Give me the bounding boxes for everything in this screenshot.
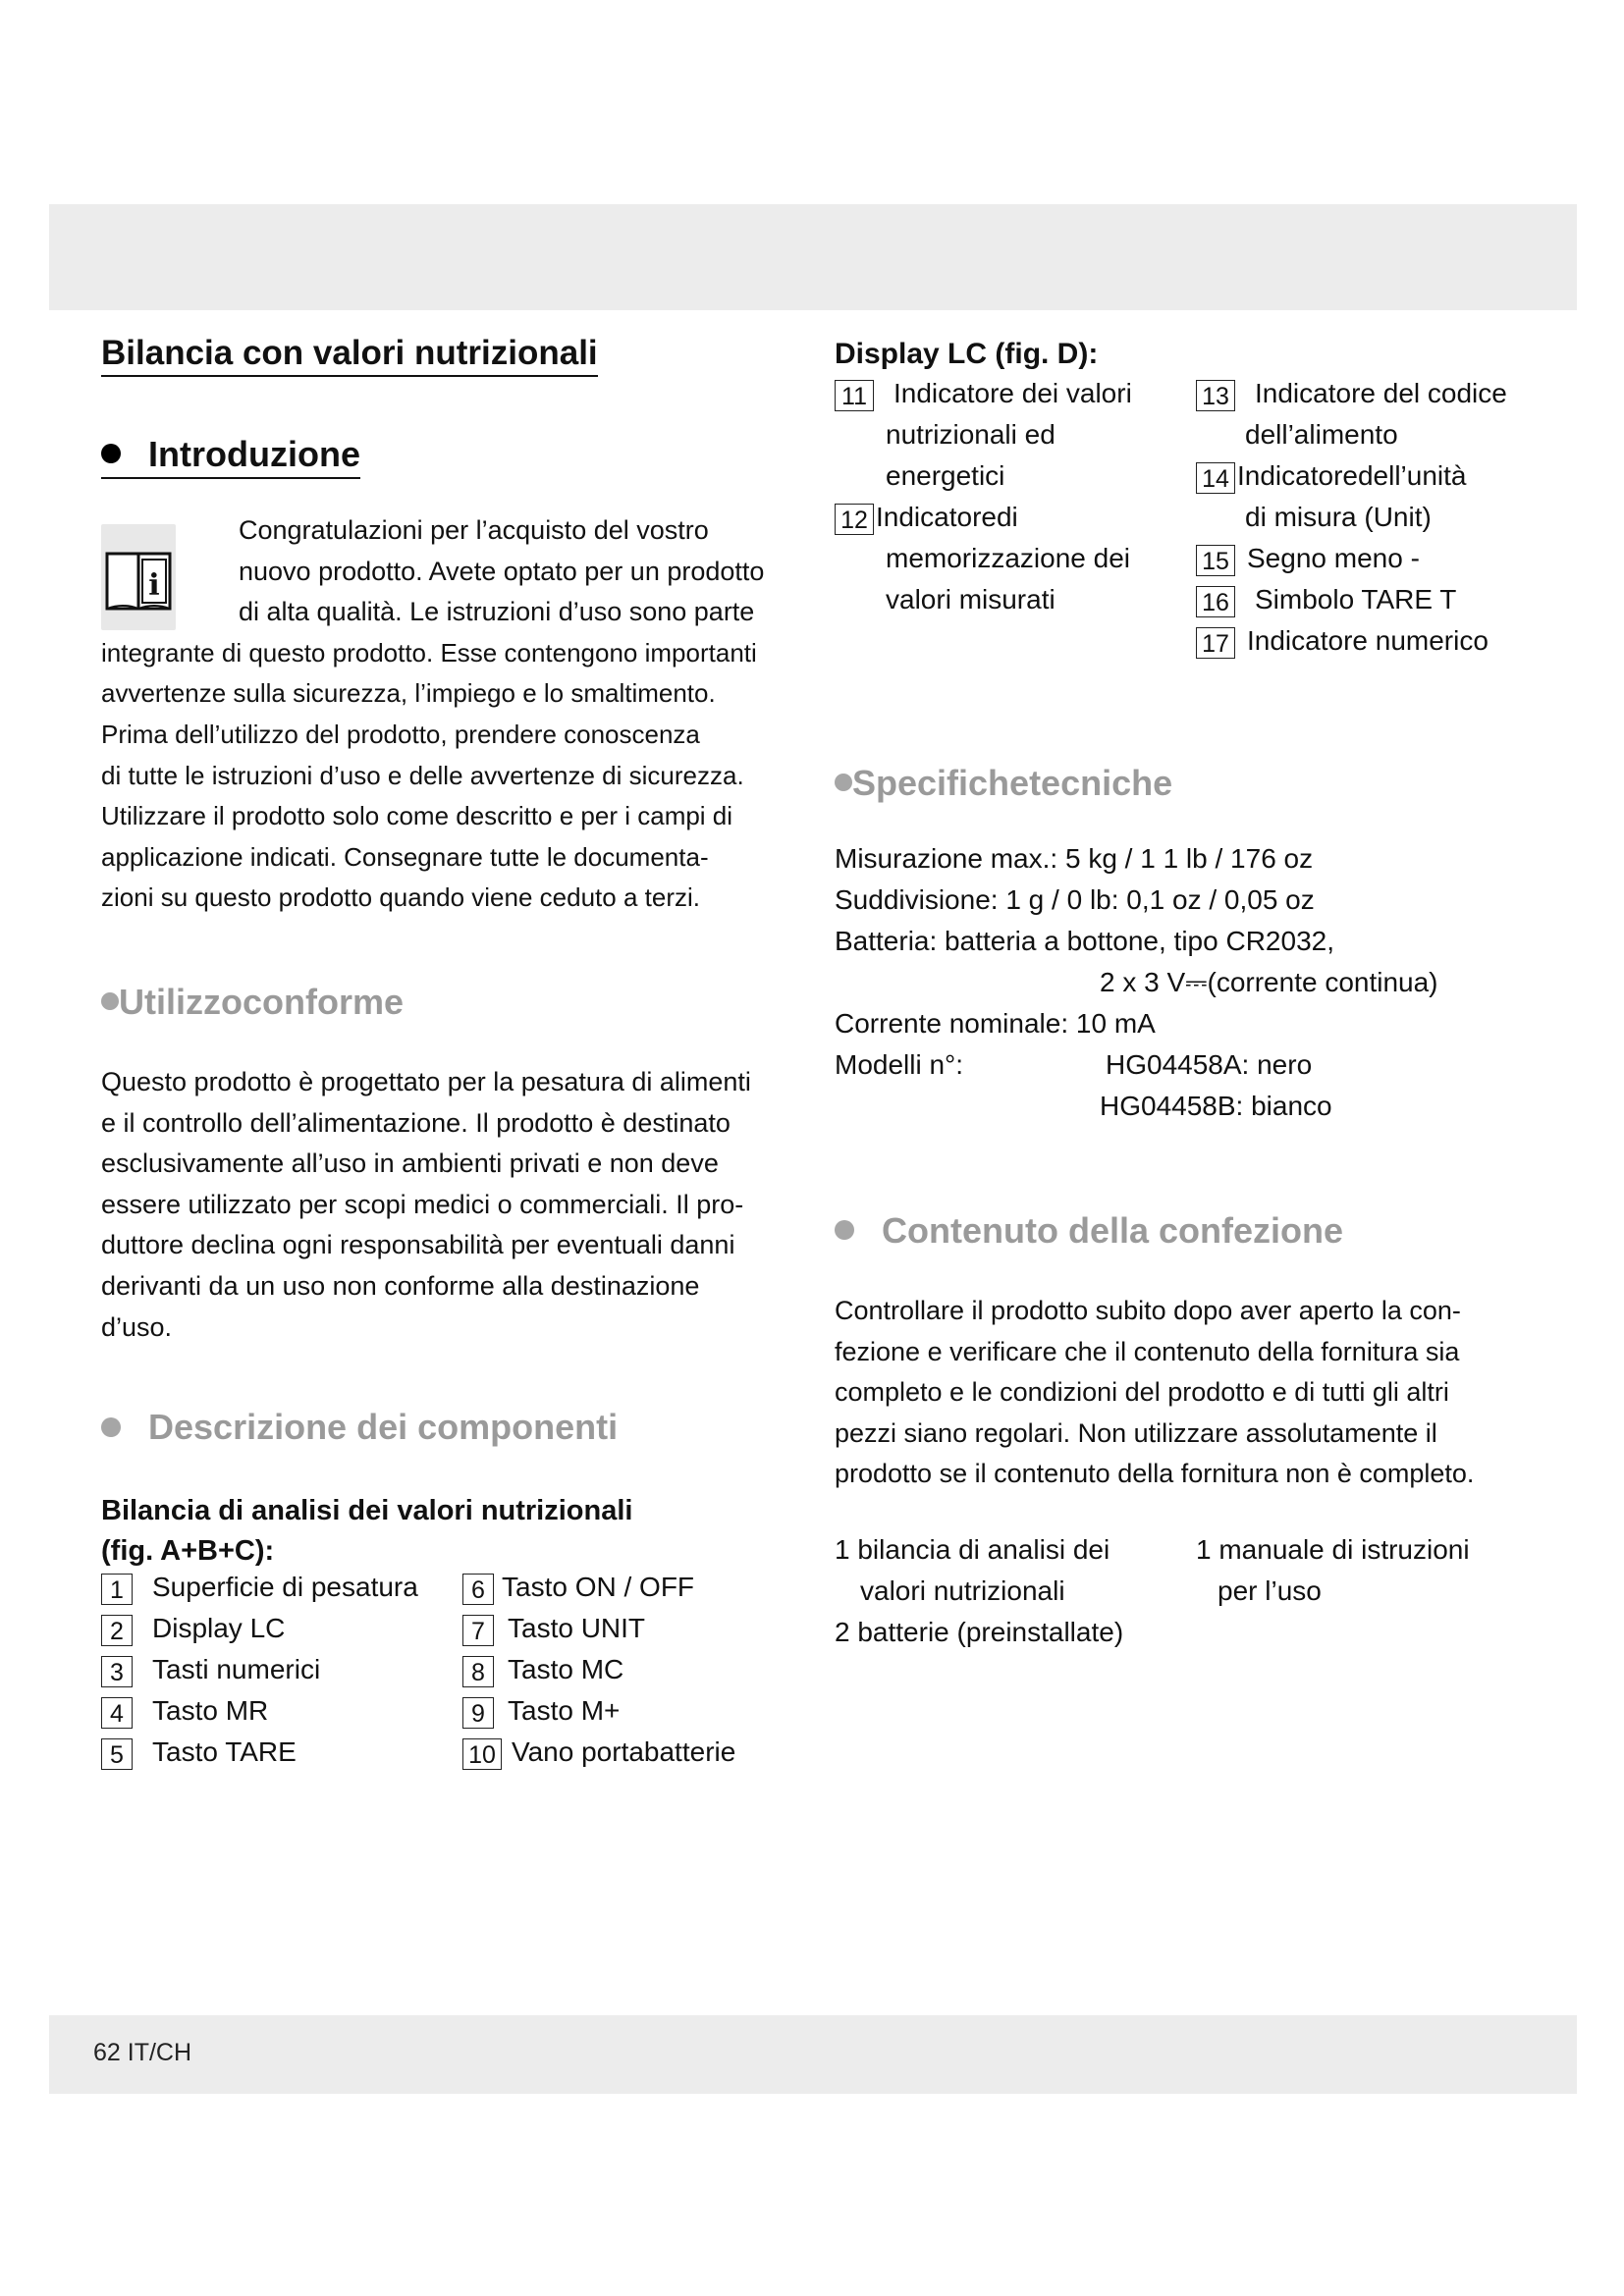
- list-item: 3 Tasti numerici: [101, 1654, 320, 1687]
- list-item: 11 Indicatore dei valori: [835, 378, 1132, 411]
- intended-use-text: Questo prodotto è progettato per la pesatura di alimenti e il controllo dell’alimentazione. Il prodotto è destinato esclusivamente all’uso in ambienti privati e non deve essere utilizzato per scopi medici o commerciali. Il pro- duttore declina ogni responsabilità per eventuali danni derivanti da un uso non conforme alla destinazione d’uso.: [101, 1066, 751, 1342]
- footer-band: [49, 2015, 1577, 2094]
- header-band: [49, 204, 1577, 310]
- bullet-icon: [101, 1417, 121, 1437]
- intro-text-indented: Congratulazioni per l’acquisto del vostro nuovo prodotto. Avete optato per un prodotto di alta qualità. Le istruzioni d’uso sono parte: [239, 515, 765, 627]
- section-heading-specifiche: Specifichetecniche: [835, 763, 1532, 804]
- section-heading-componenti: Descrizione dei componenti: [101, 1407, 798, 1448]
- list-item: 2 batterie (preinstallate): [835, 1616, 1124, 1647]
- list-item: 1 manuale di istruzioni: [1196, 1533, 1470, 1565]
- page-number: 62 IT/CH: [93, 2039, 192, 2066]
- list-item: 16 Simbolo TARE T: [1196, 584, 1456, 617]
- display-heading: Display LC (fig. D):: [835, 338, 1099, 370]
- list-item: 5 Tasto TARE: [101, 1736, 297, 1770]
- section-heading-utilizzo: Utilizzoconforme: [101, 982, 798, 1023]
- bullet-icon: [835, 774, 852, 791]
- section-heading-contenuto: Contenuto della confezione: [835, 1210, 1532, 1252]
- list-item: 1 Superficie di pesatura: [101, 1572, 418, 1605]
- package-text: Controllare il prodotto subito dopo aver aperto la con- fezione e verificare che il contenuto della fornitura sia completo e le condizioni del prodotto e di tutti gli altri pezzi siano regolari. Non utilizzare assolutamente il prodotto se il contenuto della fornitura non è completo.: [835, 1296, 1475, 1489]
- document-title: Bilancia con valori nutrizionali: [101, 334, 598, 377]
- list-item: 8 Tasto MC: [462, 1654, 623, 1687]
- list-item: 1 bilancia di analisi dei: [835, 1533, 1110, 1565]
- intro-section: [101, 510, 798, 919]
- list-item: 6 Tasto ON / OFF: [462, 1572, 694, 1605]
- info-book-icon: [101, 524, 176, 630]
- section-heading-introduzione: Introduzione: [101, 434, 360, 479]
- svg-text:i: i: [148, 568, 160, 603]
- list-item: 2 Display LC: [101, 1613, 285, 1646]
- list-item: 12 Indicatoredi: [835, 502, 1018, 535]
- bullet-icon: [101, 444, 121, 463]
- list-item: 15 Segno meno -: [1196, 543, 1420, 576]
- list-item: 10 Vano portabatterie: [462, 1736, 735, 1770]
- right-column: [835, 334, 1532, 1662]
- list-item: 13 Indicatore del codice: [1196, 378, 1507, 411]
- specs-table: Misurazione max.: 5 kg / 1 1 lb / 176 oz Suddivisione: 1 g / 0 lb: 0,1 oz / 0,05 oz Batteria: batteria a bottone, tipo CR2032, 2 x 3 V⎓(corrente continua) Corrente nominale: 10 mA Modelli n°: HG04458A: nero HG04458B: bianco: [835, 843, 1438, 1121]
- bullet-icon: [101, 992, 119, 1010]
- bullet-icon: [835, 1220, 854, 1240]
- list-item: 14 Indicatoredell’unità: [1196, 460, 1467, 494]
- display-list: 11 Indicatore dei valori nutrizionali ed energetici 12 Indicatoredi memorizzazione dei valori misurati 13 Indicatore del codice dell’alimento 14 Indicatoredell’unità di misura (Unit) 15 Segno meno - 16 Simbolo TARE T 17 Indicatore numerico: [835, 374, 1532, 668]
- intro-text: integrante di questo prodotto. Esse contengono importanti avvertenze sulla sicurezza, l’impiego e lo smaltimento. Prima dell’utilizzo del prodotto, prendere conoscenza di tutte le istruzioni d’uso e delle avvertenze di sicurezza. Utilizzare il prodotto solo come descritto e per i campi di applicazione indicati. Consegnare tutte le documenta- zioni su questo prodotto quando viene ceduto a terzi.: [101, 637, 757, 913]
- components-list: [101, 1572, 798, 1768]
- list-item: 7 Tasto UNIT: [462, 1613, 645, 1646]
- components-subheading: Bilancia di analisi dei valori nutrizionali (fig. A+B+C):: [101, 1495, 633, 1568]
- list-item: 9 Tasto M+: [462, 1695, 620, 1729]
- package-list: 1 bilancia di analisi dei valori nutrizionali 2 batterie (preinstallate) 1 manuale di istruzioni per l’uso: [835, 1533, 1470, 1647]
- list-item: 4 Tasto MR: [101, 1695, 268, 1729]
- list-item: 17 Indicatore numerico: [1196, 625, 1489, 659]
- left-column: [101, 334, 798, 1768]
